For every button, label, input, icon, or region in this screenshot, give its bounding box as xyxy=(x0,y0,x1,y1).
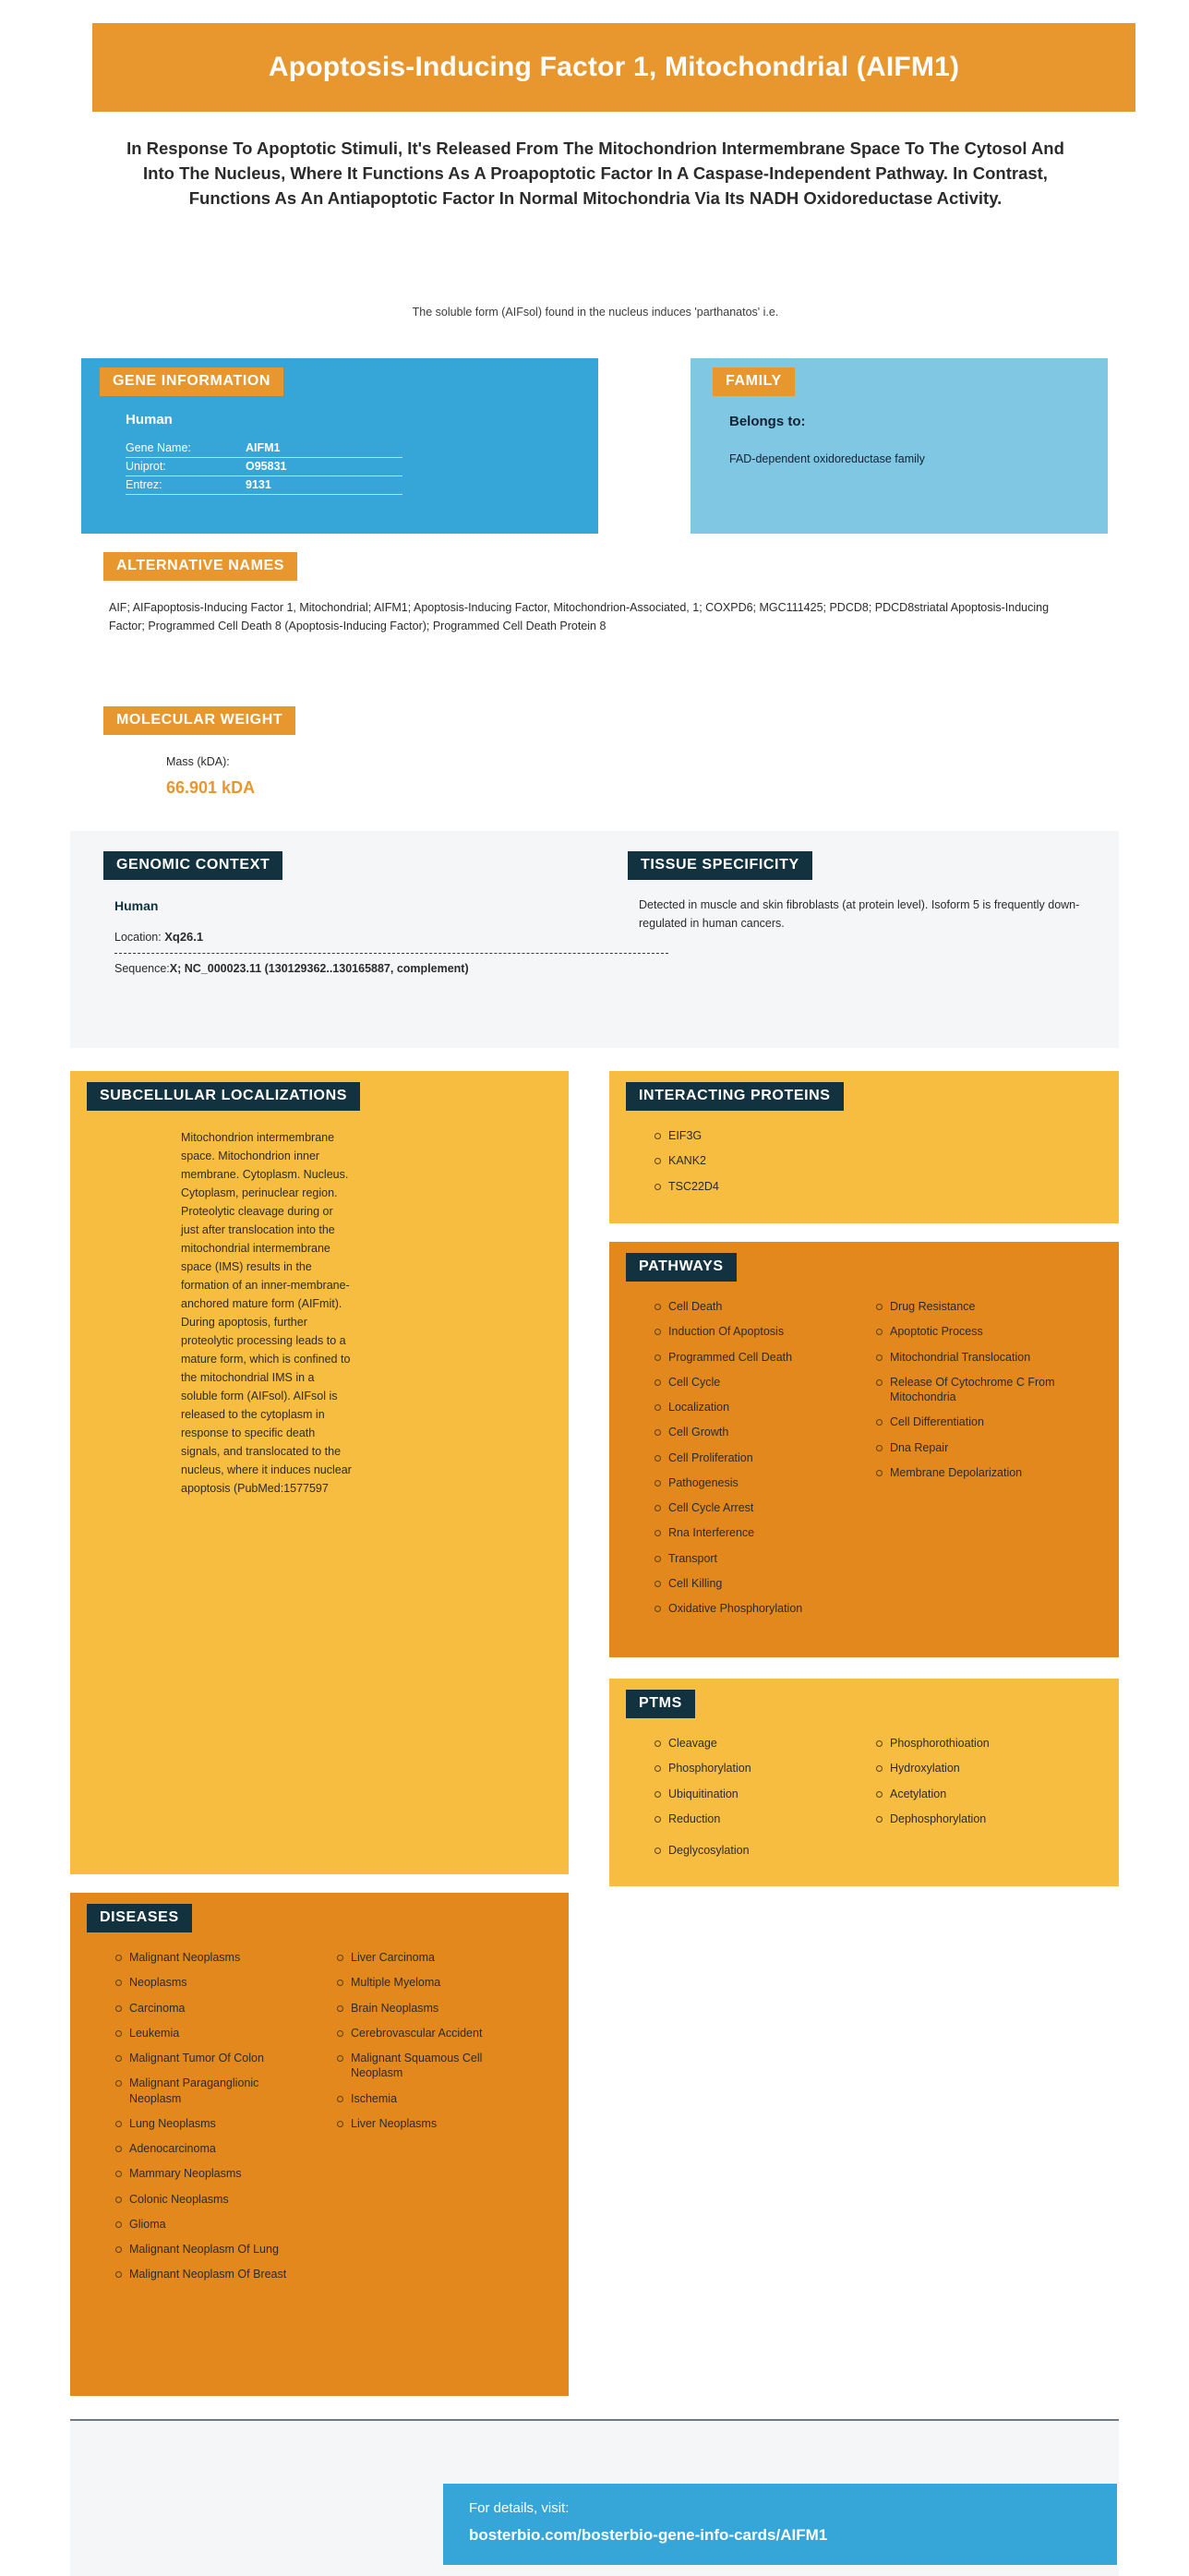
gene-family-band xyxy=(81,358,1108,534)
gene-name-value: AIFM1 xyxy=(246,441,281,454)
table-row xyxy=(126,439,402,458)
subcellular-localizations-value: Mitochondrion intermembrane space. Mitochondrion inner membrane. Cytoplasm. Nucleus. Cytoplasm, perinuclear region. Proteolytic cleavage during or just after translocation into the mitochondrial intermembrane space (IMS) results in the formation of an inner-membrane-anchored mature form (AIFmit). During apoptosis, further proteolytic processing leads to a mature form, which is confined to the mitochondrial IMS in a soluble form (AIFsol). AIFsol is released to the cytoplasm in response to specific death signals, and translocated to the nucleus, where it induces nuclear apoptosis (PubMed:1577597 xyxy=(181,1131,352,1495)
list-item: Rna Interference xyxy=(654,1525,847,1540)
family-heading: FAMILY xyxy=(713,367,795,396)
pathways-list-col2 xyxy=(875,1299,1069,1626)
list-item: Membrane Depolarization xyxy=(875,1465,1069,1480)
list-item: TSC22D4 xyxy=(654,1179,931,1194)
list-item: Malignant Neoplasm Of Breast xyxy=(114,2267,308,2281)
list-item: Ubiquitination xyxy=(654,1787,847,1801)
list-item: Deglycosylation xyxy=(654,1843,847,1858)
gene-name-label: Gene Name: xyxy=(126,441,191,454)
pathways-columns xyxy=(654,1299,1069,1626)
list-item: Liver Carcinoma xyxy=(336,1950,530,1965)
genomic-sequence-value: X; NC_000023.11 (130129362..130165887, complement) xyxy=(169,962,469,975)
genomic-location xyxy=(114,930,203,944)
list-item: Malignant Neoplasms xyxy=(114,1950,308,1965)
genomic-location-label: Location: xyxy=(114,931,162,944)
list-item: Oxidative Phosphorylation xyxy=(654,1601,847,1616)
list-item: Cell Cycle xyxy=(654,1375,847,1390)
ptms-card xyxy=(609,1679,1119,1886)
list-item: Malignant Paraganglionic Neoplasm xyxy=(114,2076,308,2106)
list-item: Cell Cycle Arrest xyxy=(654,1500,847,1515)
list-item: Leukemia xyxy=(114,2026,308,2040)
genomic-sequence xyxy=(114,960,631,978)
pathways-list-col1 xyxy=(654,1299,847,1626)
soluble-form-note: The soluble form (AIFsol) found in the nucleus induces 'parthanatos' i.e. xyxy=(412,306,779,319)
entrez-value: 9131 xyxy=(246,478,271,491)
footer-url[interactable]: bosterbio.com/bosterbio-gene-info-cards/AIFM1 xyxy=(469,2526,828,2544)
list-item: Carcinoma xyxy=(114,2001,308,2016)
list-item: Glioma xyxy=(114,2217,308,2232)
table-row xyxy=(126,458,402,476)
ptms-columns xyxy=(654,1736,1069,1868)
list-item: Multiple Myeloma xyxy=(336,1975,530,1990)
list-item: Cell Proliferation xyxy=(654,1451,847,1465)
uniprot-value: O95831 xyxy=(246,460,287,473)
ptms-list-col1 xyxy=(654,1736,847,1868)
list-item: Programmed Cell Death xyxy=(654,1350,847,1365)
interacting-proteins-heading: INTERACTING PROTEINS xyxy=(626,1082,844,1111)
pathways-heading: PATHWAYS xyxy=(626,1253,737,1282)
page-title: Apoptosis-Inducing Factor 1, Mitochondrial (AIFM1) xyxy=(268,51,960,82)
molecular-weight-heading: MOLECULAR WEIGHT xyxy=(103,706,295,735)
page-title-banner xyxy=(92,23,1135,112)
footer-link-banner[interactable] xyxy=(443,2484,1117,2565)
gene-information-heading: GENE INFORMATION xyxy=(100,367,283,396)
family-belongs-label: Belongs to: xyxy=(729,414,806,429)
list-item: Cell Death xyxy=(654,1299,847,1314)
alternative-names-heading: ALTERNATIVE NAMES xyxy=(103,552,297,581)
molecular-weight-label: Mass (kDA): xyxy=(166,755,230,768)
alternative-names-value: AIF; AIFapoptosis-Inducing Factor 1, Mitochondrial; AIFM1; Apoptosis-Inducing Factor, Mitochondrion-Associated, 1; COXPD6; MGC111425; PDCD8; PDCD8striatal Apoptosis-Inducing Factor; Programmed Cell Death 8 (Apoptosis-Inducing Factor); Programmed Cell Death Protein 8 xyxy=(109,601,1050,632)
ptms-list-col2 xyxy=(875,1736,1069,1868)
list-item: Hydroxylation xyxy=(875,1761,1069,1776)
genomic-context-heading: GENOMIC CONTEXT xyxy=(103,851,282,880)
uniprot-label: Uniprot: xyxy=(126,460,166,473)
pathways-card xyxy=(609,1242,1119,1657)
list-item: Cleavage xyxy=(654,1736,847,1751)
table-row xyxy=(126,476,402,495)
subcellular-localizations-card xyxy=(70,1071,569,1874)
genomic-sequence-label: Sequence: xyxy=(114,962,170,975)
list-item: Apoptotic Process xyxy=(875,1324,1069,1339)
genomic-location-value: Xq26.1 xyxy=(164,930,204,944)
list-item: Colonic Neoplasms xyxy=(114,2192,308,2207)
list-item: Ischemia xyxy=(336,2091,530,2106)
subcellular-localizations-heading: SUBCELLULAR LOCALIZATIONS xyxy=(87,1082,360,1111)
list-item: Mammary Neoplasms xyxy=(114,2166,308,2181)
list-item: Localization xyxy=(654,1400,847,1414)
interacting-proteins-list xyxy=(654,1128,931,1204)
list-item: Malignant Tumor Of Colon xyxy=(114,2051,308,2065)
family-value: FAD-dependent oxidoreductase family xyxy=(729,452,925,465)
tissue-specificity-heading: TISSUE SPECIFICITY xyxy=(628,851,812,880)
list-item: KANK2 xyxy=(654,1153,931,1168)
gene-information-card xyxy=(81,358,598,534)
footer-divider xyxy=(70,2419,1119,2421)
list-item: Phosphorothioation xyxy=(875,1736,1069,1751)
diseases-list-col1 xyxy=(114,1950,308,2293)
molecular-weight-value: 66.901 kDA xyxy=(166,778,256,797)
list-item: Cell Growth xyxy=(654,1425,847,1439)
gene-information-rows xyxy=(126,439,476,495)
genomic-context-species: Human xyxy=(114,898,159,913)
diseases-card xyxy=(70,1893,569,2396)
list-item: Transport xyxy=(654,1551,847,1566)
list-item: Cell Differentiation xyxy=(875,1414,1069,1429)
diseases-heading: DISEASES xyxy=(87,1904,192,1932)
page-subtitle: In Response To Apoptotic Stimuli, It's Released From The Mitochondrion Intermembrane Space To The Cytosol And Into The Nucleus, Where It Functions As A Proapoptotic Factor In A Caspase-Independent Pathway. In Contrast, Functions As An Antiapoptotic Factor In Normal Mitochondria Via Its NADH Oxidoreductase Activity. xyxy=(126,138,1064,208)
list-item: Cerebrovascular Accident xyxy=(336,2026,530,2040)
list-item: Adenocarcinoma xyxy=(114,2141,308,2156)
family-card xyxy=(691,358,1108,534)
list-item: Brain Neoplasms xyxy=(336,2001,530,2016)
interacting-proteins-card xyxy=(609,1071,1119,1223)
list-item: Reduction xyxy=(654,1812,847,1826)
list-item: Acetylation xyxy=(875,1787,1069,1801)
list-item: Dna Repair xyxy=(875,1440,1069,1455)
ptms-heading: PTMS xyxy=(626,1690,695,1718)
list-item: EIF3G xyxy=(654,1128,931,1143)
genomic-tissue-band xyxy=(70,831,1119,1048)
tissue-specificity-value: Detected in muscle and skin fibroblasts (at protein level). Isoform 5 is frequently down-regulated in human cancers. xyxy=(639,898,1080,930)
list-item: Induction Of Apoptosis xyxy=(654,1324,847,1339)
entrez-label: Entrez: xyxy=(126,478,162,491)
divider xyxy=(114,953,668,954)
list-item: Neoplasms xyxy=(114,1975,308,1990)
diseases-columns xyxy=(114,1950,530,2293)
list-item: Liver Neoplasms xyxy=(336,2116,530,2131)
list-item: Malignant Neoplasm Of Lung xyxy=(114,2242,308,2257)
list-item: Mitochondrial Translocation xyxy=(875,1350,1069,1365)
list-item: Dephosphorylation xyxy=(875,1812,1069,1826)
diseases-list-col2 xyxy=(336,1950,530,2293)
list-item: Phosphorylation xyxy=(654,1761,847,1776)
list-item: Pathogenesis xyxy=(654,1475,847,1490)
list-item: Drug Resistance xyxy=(875,1299,1069,1314)
gene-species: Human xyxy=(126,412,173,427)
list-item: Release Of Cytochrome C From Mitochondria xyxy=(875,1375,1069,1405)
list-item: Lung Neoplasms xyxy=(114,2116,308,2131)
footer-prompt: For details, visit: xyxy=(469,2500,570,2516)
list-item: Malignant Squamous Cell Neoplasm xyxy=(336,2051,530,2081)
list-item: Cell Killing xyxy=(654,1576,847,1591)
